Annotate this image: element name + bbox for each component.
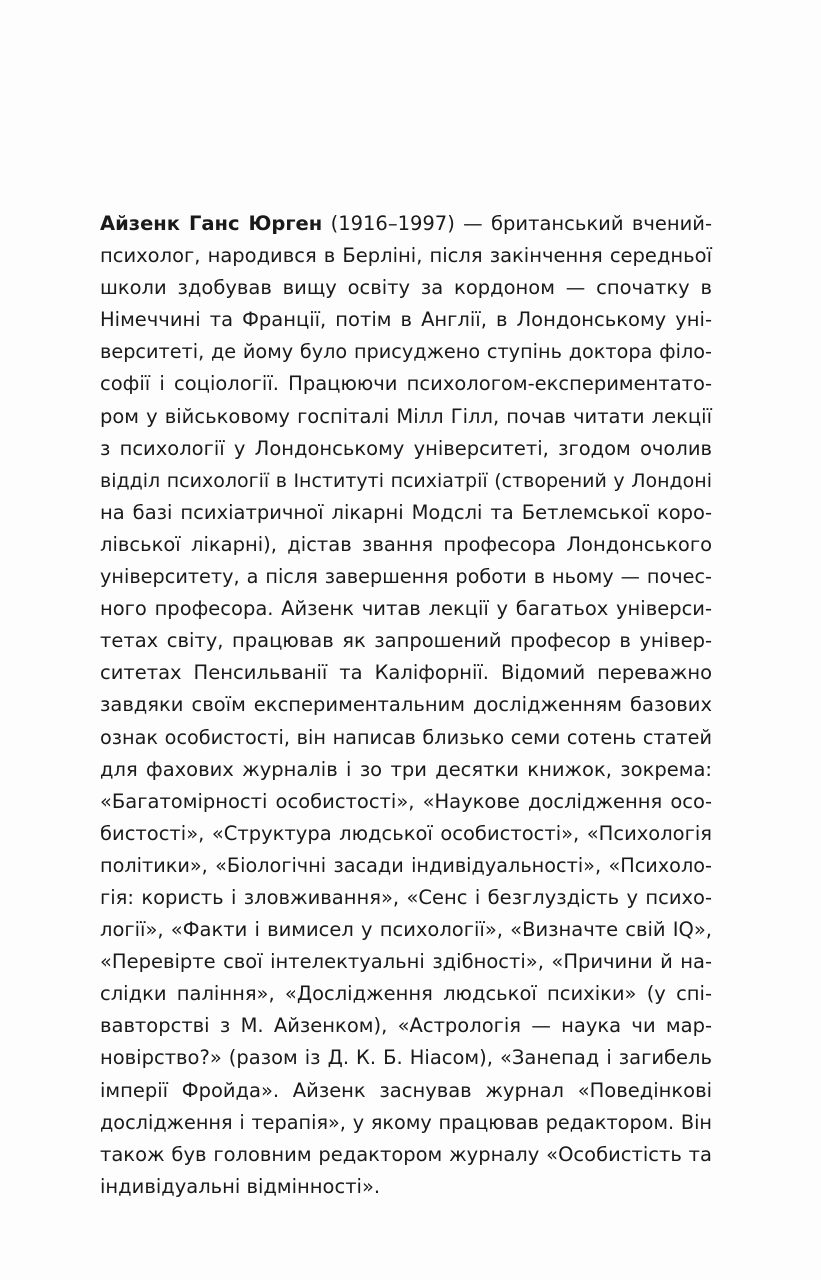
text-line: вавторстві з М. Айзенком), «Астрологія — наука чи мар- (100, 1014, 712, 1038)
text-line: імперії Фройда». Айзенк заснував журнал «Поведінкові (100, 1078, 712, 1102)
text-line: Німеччині та Франції, потім в Англії, в Лондонському уні- (100, 308, 712, 332)
biography-paragraph (100, 208, 712, 1203)
text-line: логії», «Факти і вимисел у психології», «Визначте свій IQ», (100, 918, 712, 942)
text-line: ознак особистості, він написав близько семи сотень статей (100, 725, 712, 749)
text-line: школи здобував вищу освіту за кордоном — спочатку в (100, 276, 712, 300)
text-line-1-rest: (1916–1997) — британський вчений- (322, 212, 712, 235)
text-line: верситеті, де йому було присуджено ступінь доктора філо- (100, 340, 712, 364)
text-line: відділ психології в Інституті психіатрії (створений у Лондоні (100, 469, 712, 492)
text-line: для фахових журналів і зо три десятки книжок, зокрема: (100, 757, 712, 781)
text-line: дослідження і терапія», у якому працював редактором. Він (100, 1110, 712, 1134)
text-line: софії і соціології. Працюючи психологом-експериментато- (100, 372, 712, 396)
text-line: політики», «Біологічні засади індивідуальності», «Психоло- (100, 853, 712, 877)
text-line: гія: користь і зловживання», «Сенс і безглуздість у психо- (100, 885, 712, 909)
text-line-last: індивідуальні відмінності». (100, 1174, 381, 1198)
text-line: на базі психіатричної лікарні Модслі та Бетлемської коро- (100, 500, 712, 524)
text-line: слідки паління», «Дослідження людської психіки» (у спі- (100, 982, 712, 1006)
text-line: «Перевірте свої інтелектуальні здібності», «Причини й на- (100, 950, 712, 974)
text-line: ром у військовому госпіталі Мілл Гілл, почав читати лекції (100, 404, 712, 428)
text-line: університету, а після завершення роботи в ньому — почес- (100, 565, 712, 589)
text-line: бистості», «Структура людської особистості», «Психологія (100, 821, 712, 845)
text-line: ного професора. Айзенк читав лекції у багатьох універси- (100, 597, 712, 621)
text-line: з психології у Лондонському університеті, згодом очолив (100, 436, 712, 460)
text-line: ситетах Пенсильванії та Каліфорнії. Відомий переважно (100, 661, 712, 685)
text-line: завдяки своїм експериментальним дослідженням базових (100, 693, 712, 717)
text-line: психолог, народився в Берліні, після закінчення середньої (100, 244, 712, 268)
text-line: тетах світу, працював як запрошений професор в універ- (100, 629, 712, 653)
text-line: новірство?» (разом із Д. К. Б. Ніасом), «Занепад і загибель (100, 1046, 712, 1070)
text-line: також був головним редактором журналу «Особистість та (100, 1142, 712, 1166)
person-name: Айзенк Ганс Юрген (100, 212, 323, 235)
text-line: лівської лікарні), дістав звання професора Лондонського (100, 532, 712, 556)
text-line: «Багатомірності особистості», «Наукове дослідження осо- (100, 789, 712, 813)
text-line-1 (100, 208, 712, 240)
